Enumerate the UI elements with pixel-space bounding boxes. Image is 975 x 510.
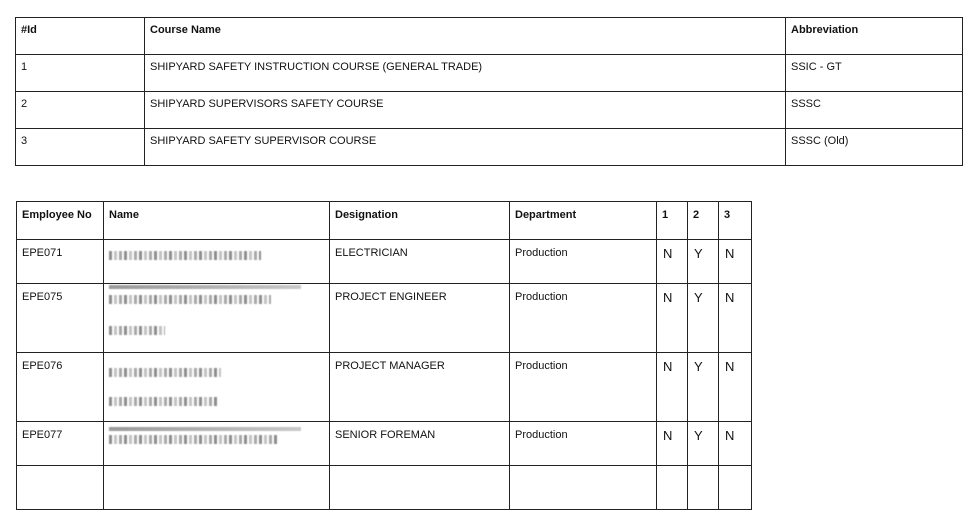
employee-no: EPE071 [17,240,104,284]
course-3-flag: N [719,353,752,422]
employee-row [17,353,752,422]
employee-name-redacted [104,284,330,353]
employee-name-redacted [104,240,330,284]
employee-department: Production [510,240,657,284]
course-1-flag: N [657,353,688,422]
employee-no: EPE075 [17,284,104,353]
employee-row [17,240,752,284]
employees-header-emp-no: Employee No [17,202,104,240]
redacted-text [109,295,271,304]
redacted-text [109,326,165,335]
course-id: 1 [16,55,145,92]
employee-no: EPE076 [17,353,104,422]
employee-row [17,284,752,353]
course-abbr: SSSC [786,92,963,129]
course-3-flag: N [719,240,752,284]
course-2-flag: Y [688,353,719,422]
employees-header-course-1: 1 [657,202,688,240]
employees-header-course-3: 3 [719,202,752,240]
employees-table [16,201,752,510]
redacted-bar [109,427,301,431]
course-name: SHIPYARD SAFETY SUPERVISOR COURSE [145,129,786,166]
employee-name-redacted [104,422,330,466]
course-3-flag: N [719,422,752,466]
employee-department: Production [510,353,657,422]
employee-row [17,422,752,466]
employee-designation: ELECTRICIAN [330,240,510,284]
course-3-flag: N [719,284,752,353]
course-2-flag: Y [688,422,719,466]
employee-department: Production [510,284,657,353]
course-name: SHIPYARD SAFETY INSTRUCTION COURSE (GENERAL TRADE) [145,55,786,92]
course-id: 2 [16,92,145,129]
employees-header-designation: Designation [330,202,510,240]
courses-header-id: #Id [16,18,145,55]
courses-header-abbr: Abbreviation [786,18,963,55]
employees-header-department: Department [510,202,657,240]
redacted-bar [109,285,301,289]
course-abbr: SSSC (Old) [786,129,963,166]
course-1-flag: N [657,422,688,466]
course-row [16,129,963,166]
course-name: SHIPYARD SUPERVISORS SAFETY COURSE [145,92,786,129]
employee-row-partial [17,466,752,510]
employee-designation: PROJECT MANAGER [330,353,510,422]
redacted-text [109,397,219,406]
employee-designation: PROJECT ENGINEER [330,284,510,353]
employees-header-name: Name [104,202,330,240]
courses-header-row [16,18,963,55]
redacted-text [109,435,279,444]
employees-header-course-2: 2 [688,202,719,240]
redacted-text [109,368,221,377]
course-1-flag: N [657,284,688,353]
courses-header-name: Course Name [145,18,786,55]
employee-name-redacted [104,353,330,422]
employees-header-row [17,202,752,240]
course-row [16,92,963,129]
employee-no: EPE077 [17,422,104,466]
course-id: 3 [16,129,145,166]
course-2-flag: Y [688,284,719,353]
course-row [16,55,963,92]
course-abbr: SSIC - GT [786,55,963,92]
courses-table [15,17,963,166]
redacted-text [109,251,261,260]
course-2-flag: Y [688,240,719,284]
course-1-flag: N [657,240,688,284]
employee-department: Production [510,422,657,466]
employee-designation: SENIOR FOREMAN [330,422,510,466]
